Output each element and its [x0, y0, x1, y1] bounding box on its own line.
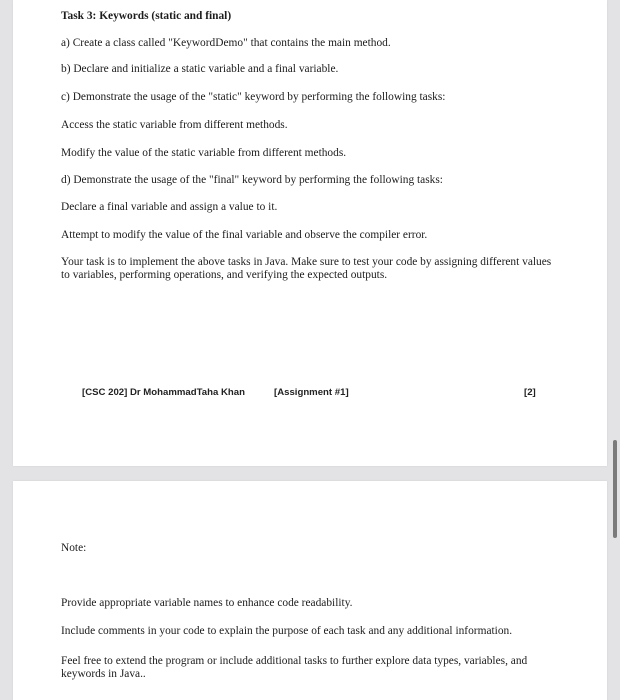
- note-closing: Feel free to extend the program or include additional tasks to further explore data types, variables, and keywords in Java..: [61, 655, 528, 680]
- task-subitem-declare: Declare a final variable and assign a value to it.: [61, 201, 278, 213]
- task-summary: Your task is to implement the above tasks in Java. Make sure to test your code by assigning different values to variables, performing operations, and verifying the expected outputs.: [61, 256, 552, 281]
- document-page-2: [13, 481, 607, 700]
- task-item-c: c) Demonstrate the usage of the "static" keyword by performing the following tasks:: [61, 91, 446, 103]
- note-label: Note:: [61, 542, 87, 554]
- task-subitem-modify: Modify the value of the static variable from different methods.: [61, 147, 347, 159]
- note-item-names: Provide appropriate variable names to enhance code readability.: [61, 597, 353, 609]
- note-item-comments: Include comments in your code to explain the purpose of each task and any additional information.: [61, 625, 513, 637]
- footer-assignment: [Assignment #1]: [274, 387, 349, 398]
- task-subitem-attempt: Attempt to modify the value of the final variable and observe the compiler error.: [61, 229, 428, 241]
- footer-course: [CSC 202] Dr MohammadTaha Khan: [82, 387, 245, 398]
- task-item-b: b) Declare and initialize a static variable and a final variable.: [61, 63, 339, 75]
- footer-page-number: [2]: [524, 387, 536, 398]
- task-title: Task 3: Keywords (static and final): [61, 10, 232, 22]
- task-subitem-access: Access the static variable from different methods.: [61, 119, 288, 131]
- document-page-1: [13, 0, 607, 466]
- task-item-d: d) Demonstrate the usage of the "final" keyword by performing the following tasks:: [61, 174, 443, 186]
- task-item-a: a) Create a class called "KeywordDemo" that contains the main method.: [61, 37, 391, 49]
- scrollbar-thumb[interactable]: [613, 440, 617, 538]
